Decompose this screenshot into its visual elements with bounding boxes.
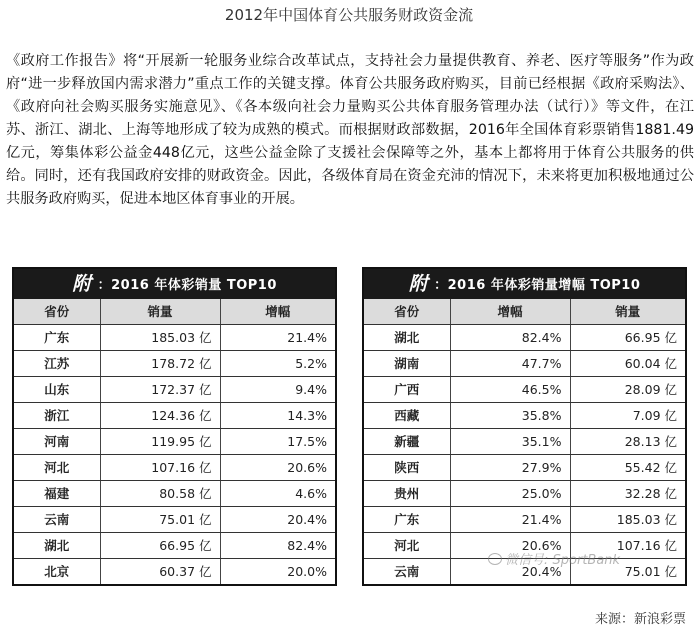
growth-cell: 9.4% [220, 376, 335, 402]
source-credit: 来源：新浪彩票 [594, 612, 686, 627]
province-cell: 湖北 [14, 532, 100, 558]
province-cell: 河南 [14, 428, 100, 454]
table-row [14, 324, 335, 350]
sales-cell: 185.03 亿 [100, 324, 220, 350]
growth-cell: 82.4% [220, 532, 335, 558]
growth-cell: 47.7% [450, 350, 570, 376]
sales-cell: 66.95 亿 [100, 532, 220, 558]
province-cell: 广东 [364, 506, 450, 532]
province-cell: 江苏 [14, 350, 100, 376]
growth-cell: 5.2% [220, 350, 335, 376]
table-row [364, 506, 685, 532]
growth-cell: 21.4% [450, 506, 570, 532]
growth-cell: 35.8% [450, 402, 570, 428]
province-cell: 云南 [14, 506, 100, 532]
province-cell: 福建 [14, 480, 100, 506]
table-header-row [364, 299, 685, 324]
growth-top10-title: ：2016 年体彩销量增幅 TOP10 [434, 278, 641, 293]
table-header-row [14, 299, 335, 324]
growth-cell: 20.6% [450, 532, 570, 558]
province-cell: 新疆 [364, 428, 450, 454]
sales-top10-header [14, 269, 335, 299]
sales-cell: 119.95 亿 [100, 428, 220, 454]
sales-cell: 75.01 亿 [100, 506, 220, 532]
growth-cell: 20.4% [450, 558, 570, 584]
fu-seal-icon: 附 [408, 273, 429, 295]
column-header-sales: 销量 [570, 299, 685, 324]
sales-cell: 178.72 亿 [100, 350, 220, 376]
growth-cell: 4.6% [220, 480, 335, 506]
sales-cell: 28.13 亿 [570, 428, 685, 454]
growth-cell: 17.5% [220, 428, 335, 454]
growth-cell: 14.3% [220, 402, 335, 428]
table-row [14, 428, 335, 454]
table-row [364, 480, 685, 506]
sales-top10-title: ：2016 年体彩销量 TOP10 [97, 278, 277, 293]
province-cell: 浙江 [14, 402, 100, 428]
growth-cell: 27.9% [450, 454, 570, 480]
column-header-sales: 销量 [100, 299, 220, 324]
sales-cell: 75.01 亿 [624, 564, 677, 580]
province-cell: 西藏 [364, 402, 450, 428]
growth-top10-table-panel [362, 267, 687, 586]
growth-cell: 35.1% [450, 428, 570, 454]
sales-cell: 60.04 亿 [570, 350, 685, 376]
sales-top10-table [14, 299, 335, 584]
sales-cell: 185.03 亿 [570, 506, 685, 532]
sales-cell: 66.95 亿 [570, 324, 685, 350]
table-row [14, 480, 335, 506]
sales-cell: 55.42 亿 [570, 454, 685, 480]
column-header-province: 省份 [14, 299, 100, 324]
sales-cell: 172.37 亿 [100, 376, 220, 402]
table-row [364, 402, 685, 428]
growth-cell: 20.0% [287, 563, 327, 579]
growth-cell: 20.4% [220, 506, 335, 532]
table-row [364, 376, 685, 402]
province-cell: 云南 [364, 558, 450, 584]
column-header-growth: 增幅 [450, 299, 570, 324]
sales-cell: 28.09 亿 [570, 376, 685, 402]
province-cell: 广西 [364, 376, 450, 402]
sales-cell: 124.36 亿 [100, 402, 220, 428]
growth-top10-header [364, 269, 685, 299]
growth-cell: 21.4% [220, 324, 335, 350]
table-row [364, 324, 685, 350]
growth-top10-table [364, 299, 685, 584]
sales-cell: 7.09 亿 [570, 402, 685, 428]
table-row [14, 402, 335, 428]
growth-cell: 82.4% [450, 324, 570, 350]
article-paragraph: 《政府工作报告》将“开展新一轮服务业综合改革试点，支持社会力量提供教育、养老、医疗等服务”作为政府“进一步释放国内需求潜力”重点工作的关键支撑。体育公共服务政府购买，目前已经根据《政府采购法》、《政府向社会购买服务实施意见》、《各本级向社会力量购买公共体育服务管理办法（试行）》等文件，在江苏、浙江、湖北、上海等地形成了较为成熟的模式。而根据财政部数据，2016年全国体育彩票销售1881.49亿元，筹集体彩公益金448亿元，这些公益金除了支援社会保障等之外，基本上都将用于体育公共服务的供给。同时，还有我国政府安排的财政资金。因此，各级体育局在资金充沛的情况下，未来将更加积极地通过公共服务政府购买，促进本地区体育事业的开展。 [6, 53, 694, 207]
sales-cell: 107.16 亿 [570, 532, 685, 558]
table-row [14, 376, 335, 402]
wechat-icon [488, 553, 502, 565]
province-cell: 河北 [364, 532, 450, 558]
growth-cell: 25.0% [450, 480, 570, 506]
sales-cell: 32.28 亿 [570, 480, 685, 506]
province-cell: 湖南 [364, 350, 450, 376]
fu-seal-icon: 附 [72, 273, 92, 295]
province-cell: 贵州 [364, 480, 450, 506]
province-cell: 山东 [14, 376, 100, 402]
table-row [364, 350, 685, 376]
table-row [14, 532, 335, 558]
province-cell: 湖北 [364, 324, 450, 350]
sales-cell: 107.16 亿 [100, 454, 220, 480]
table-row [14, 506, 335, 532]
growth-cell: 20.6% [220, 454, 335, 480]
province-cell: 广东 [14, 324, 100, 350]
column-header-growth: 增幅 [220, 299, 335, 324]
sales-top10-table-panel [12, 267, 337, 586]
watermark-text: 微信号: SportBank [505, 553, 621, 568]
column-header-province: 省份 [364, 299, 450, 324]
table-row [14, 454, 335, 480]
sales-cell: 80.58 亿 [100, 480, 220, 506]
province-cell: 河北 [14, 454, 100, 480]
table-row [364, 454, 685, 480]
page-title: 2012年中国体育公共服务财政资金流 [224, 6, 474, 24]
table-row [364, 428, 685, 454]
province-cell: 北京 [14, 558, 100, 584]
sales-cell: 60.37 亿 [100, 558, 220, 584]
growth-cell: 46.5% [450, 376, 570, 402]
province-cell: 陕西 [364, 454, 450, 480]
table-row [14, 350, 335, 376]
wechat-watermark [488, 549, 620, 568]
table-row [14, 558, 335, 584]
